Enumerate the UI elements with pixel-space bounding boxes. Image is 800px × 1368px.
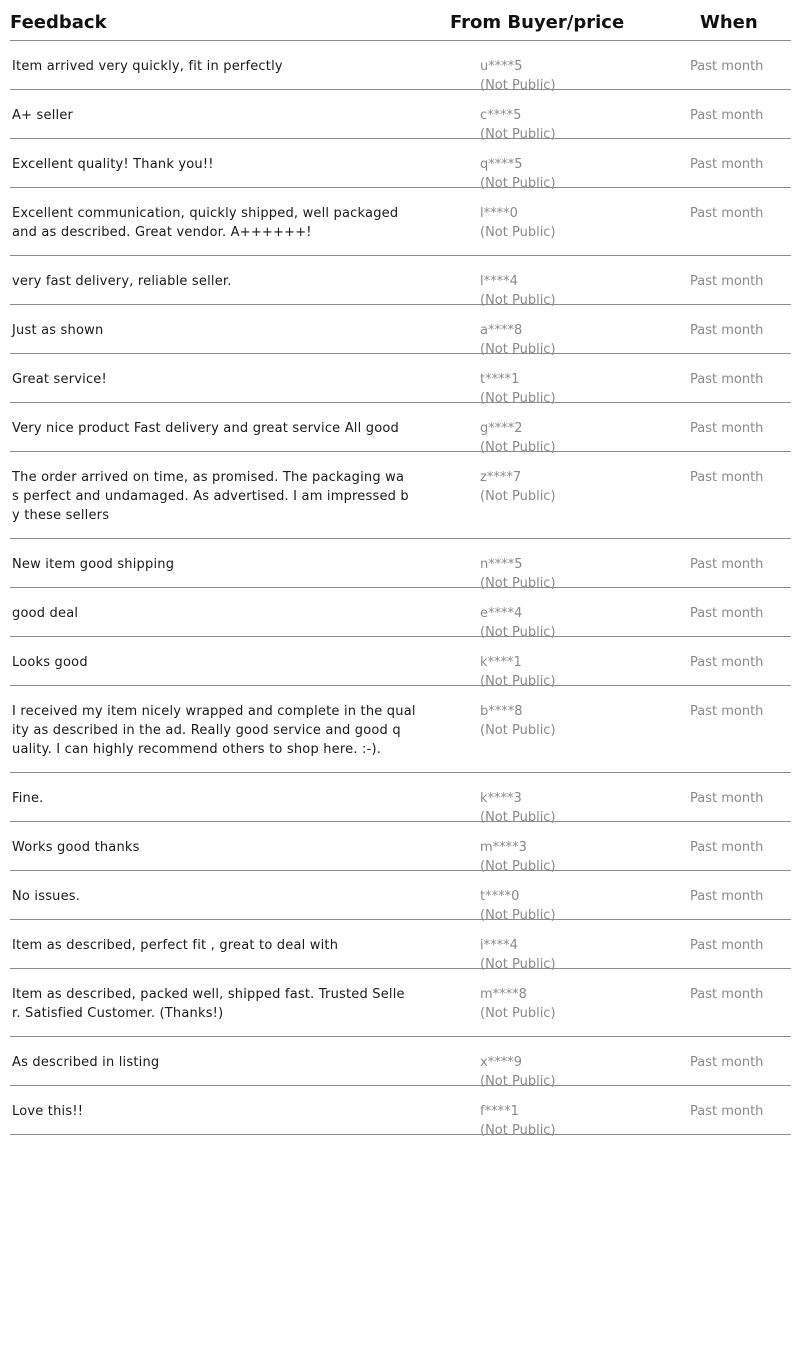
buyer-price: (Not Public) [480,293,556,308]
table-row [10,539,791,591]
feedback-rows [10,41,791,1138]
when-text: Past month [690,791,764,806]
buyer-name: b****8 [480,704,523,719]
buyer-name: e****4 [480,606,523,621]
feedback-table [10,0,791,1138]
buyer-name: i****4 [480,938,518,953]
feedback-text: very fast delivery, reliable seller. [12,274,232,289]
when-text: Past month [690,840,764,855]
feedback-text: Looks good [12,655,88,670]
buyer-name: g****2 [480,421,523,436]
column-header-feedback: Feedback [10,12,107,33]
table-row [10,452,791,539]
table-row [10,41,791,93]
table-row [10,305,791,357]
table-row [10,969,791,1037]
table-row [10,871,791,923]
buyer-price: (Not Public) [480,440,556,455]
feedback-text: Item arrived very quickly, fit in perfectly [12,59,283,74]
buyer-name: u****5 [480,59,523,74]
buyer-price: (Not Public) [480,176,556,191]
buyer-name: k****1 [480,655,522,670]
when-text: Past month [690,889,764,904]
feedback-text: Very nice product Fast delivery and great service All good [12,421,399,436]
when-text: Past month [690,557,764,572]
buyer-name: m****8 [480,987,527,1002]
buyer-cell [480,1102,556,1140]
table-row [10,588,791,640]
when-text: Past month [690,987,764,1002]
when-text: Past month [690,206,764,221]
feedback-text: No issues. [12,889,81,904]
buyer-name: k****3 [480,791,522,806]
table-row [10,773,791,825]
buyer-price: (Not Public) [480,489,556,504]
when-text: Past month [690,655,764,670]
feedback-text: Works good thanks [12,840,140,855]
when-text: Past month [690,108,764,123]
buyer-price: (Not Public) [480,78,556,93]
table-row [10,90,791,142]
feedback-text: Love this!! [12,1104,84,1119]
buyer-name: a****8 [480,323,523,338]
table-row [10,139,791,191]
when-text: Past month [690,157,764,172]
buyer-name: f****1 [480,1104,519,1119]
feedback-text: I received my item nicely wrapped and complete in the qual ity as described in the ad. Really good service and good q uality. I can highly recommend others to shop here. :-). [12,704,416,757]
buyer-cell [480,204,556,242]
feedback-text: Just as shown [12,323,104,338]
buyer-name: x****9 [480,1055,522,1070]
buyer-price: (Not Public) [480,391,556,406]
buyer-name: z****7 [480,470,522,485]
table-row [10,637,791,689]
buyer-name: t****0 [480,889,520,904]
buyer-price: (Not Public) [480,342,556,357]
table-row [10,1037,791,1089]
table-row [10,188,791,256]
when-text: Past month [690,938,764,953]
table-row [10,822,791,874]
when-text: Past month [690,59,764,74]
when-text: Past month [690,323,764,338]
buyer-name: n****5 [480,557,523,572]
feedback-text: Great service! [12,372,107,387]
feedback-text: The order arrived on time, as promised. The packaging wa s perfect and undamaged. As advertised. I am impressed b y these sellers [12,470,409,523]
buyer-price: (Not Public) [480,625,556,640]
when-text: Past month [690,606,764,621]
table-row [10,256,791,308]
buyer-price: (Not Public) [480,1006,556,1021]
buyer-price: (Not Public) [480,225,556,240]
feedback-text: good deal [12,606,79,621]
table-row [10,1086,791,1138]
buyer-cell [480,468,556,506]
when-text: Past month [690,274,764,289]
column-header-from-buyer-price: From Buyer/price [450,12,625,33]
table-row [10,920,791,972]
buyer-cell [480,702,556,740]
when-text: Past month [690,372,764,387]
buyer-price: (Not Public) [480,576,556,591]
table-row [10,354,791,406]
feedback-text: Item as described, packed well, shipped fast. Trusted Selle r. Satisfied Customer. (Thanks!) [12,987,405,1021]
buyer-name: l****0 [480,206,518,221]
buyer-name: q****5 [480,157,523,172]
feedback-text: Excellent communication, quickly shipped, well packaged and as described. Great vendor. A++++++! [12,206,399,240]
buyer-price: (Not Public) [480,723,556,738]
buyer-name: m****3 [480,840,527,855]
buyer-price: (Not Public) [480,908,556,923]
buyer-price: (Not Public) [480,674,556,689]
buyer-price: (Not Public) [480,957,556,972]
buyer-name: l****4 [480,274,518,289]
buyer-price: (Not Public) [480,1123,556,1138]
feedback-text: As described in listing [12,1055,160,1070]
feedback-text: A+ seller [12,108,74,123]
buyer-price: (Not Public) [480,810,556,825]
feedback-text: Item as described, perfect fit , great to deal with [12,938,339,953]
column-header-when: When [700,12,758,33]
when-text: Past month [690,704,764,719]
when-text: Past month [690,1104,764,1119]
when-text: Past month [690,470,764,485]
buyer-price: (Not Public) [480,859,556,874]
table-header [10,0,791,41]
buyer-name: c****5 [480,108,522,123]
when-text: Past month [690,1055,764,1070]
buyer-name: t****1 [480,372,520,387]
when-text: Past month [690,421,764,436]
feedback-text: New item good shipping [12,557,175,572]
table-row [10,403,791,455]
feedback-text: Fine. [12,791,44,806]
table-row [10,686,791,773]
feedback-text: Excellent quality! Thank you!! [12,157,214,172]
buyer-price: (Not Public) [480,1074,556,1089]
buyer-price: (Not Public) [480,127,556,142]
buyer-cell [480,985,556,1023]
